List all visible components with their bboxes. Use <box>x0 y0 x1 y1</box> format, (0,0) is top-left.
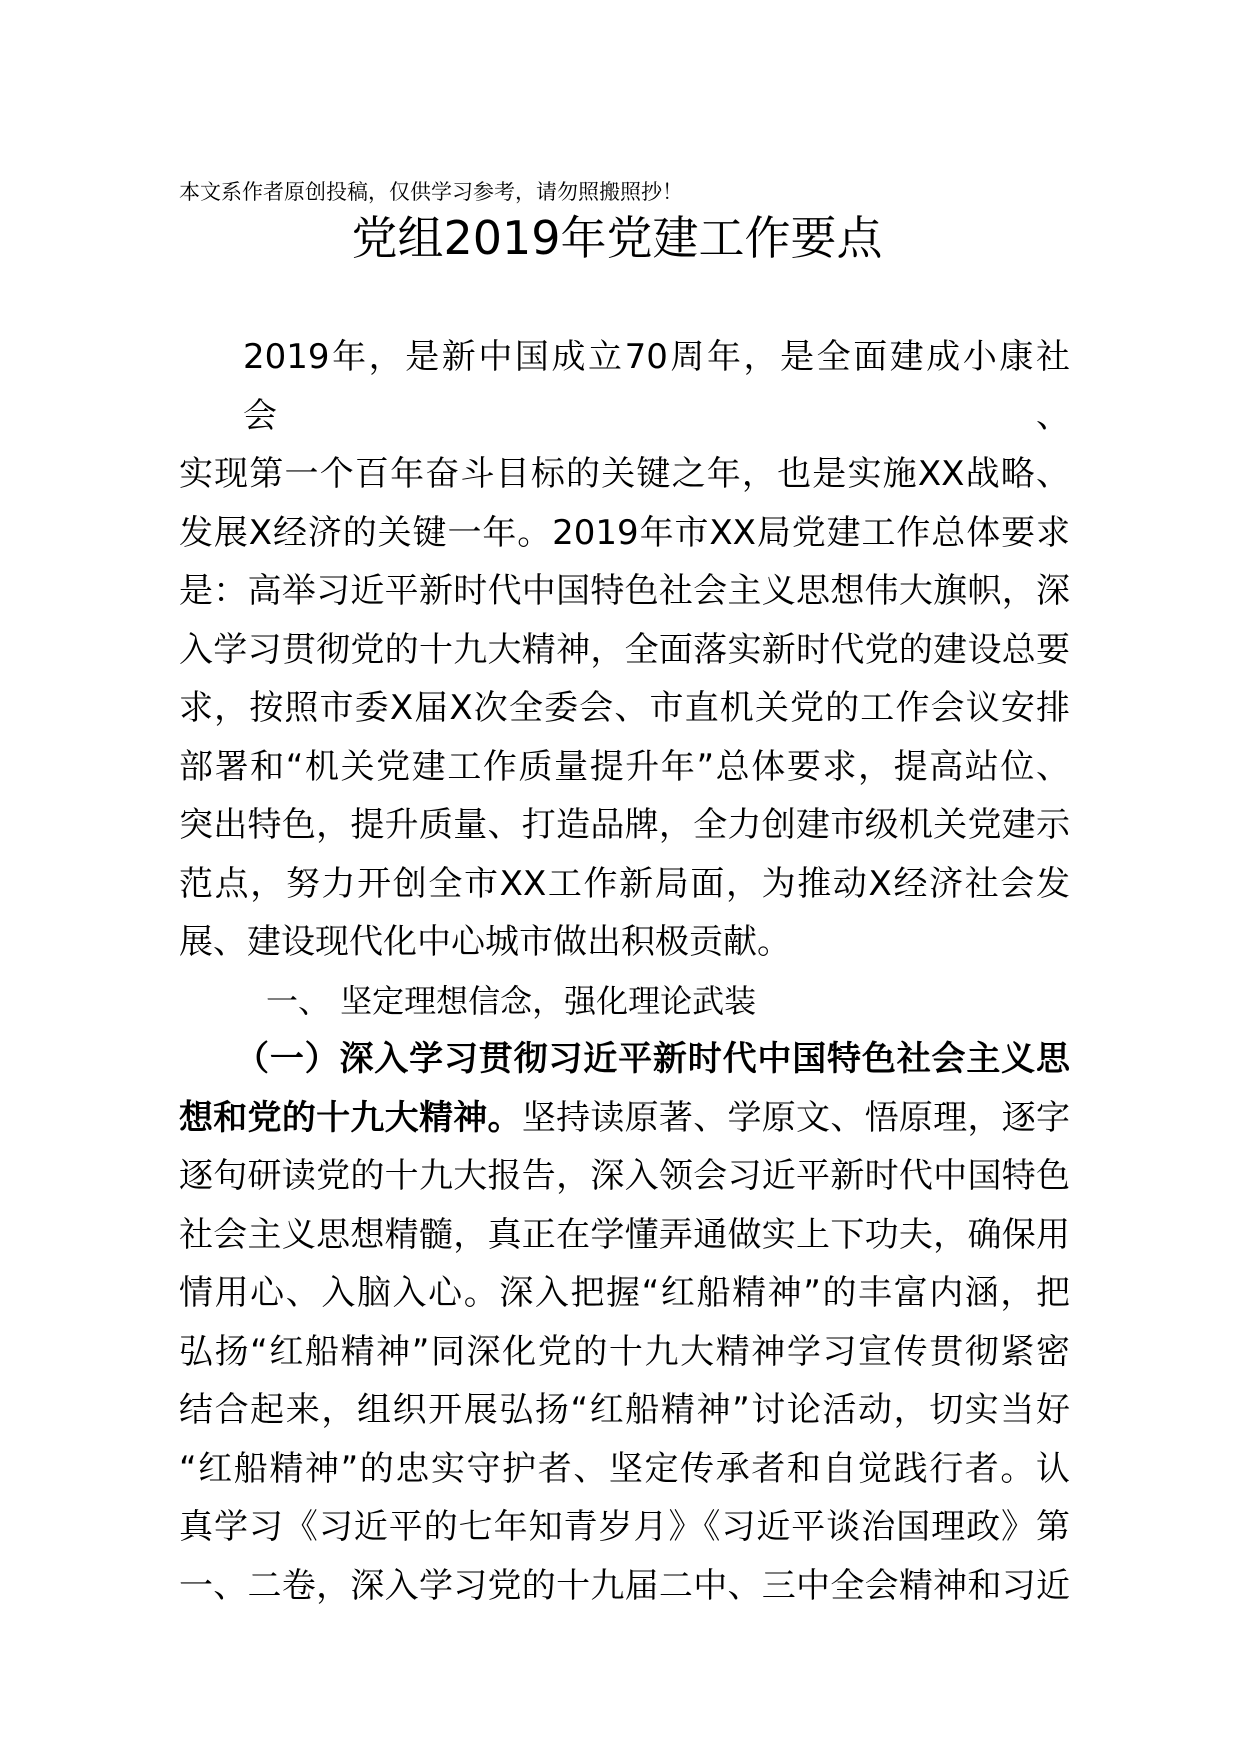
text-line: 真学习《习近平的七年知青岁月》《习近平谈治国理政》第 <box>179 1507 1070 1547</box>
text-line: 一、二卷，深入学习党的十九届二中、三中全会精神和习近 <box>179 1565 1070 1606</box>
text-line: 实现第一个百年奋斗目标的关键之年，也是实施XX战略、 <box>179 454 1070 494</box>
subheading-bold: （一）深入学习贯彻习近平新时代中国特色社会主义思 <box>235 1039 1070 1079</box>
text-line: 展、建设现代化中心城市做出积极贡献。 <box>179 922 791 962</box>
text-line: 结合起来，组织开展弘扬“红船精神”讨论活动，切实当好 <box>179 1390 1070 1430</box>
intro-paragraph <box>179 328 1070 972</box>
section-heading: 一、 坚定理想信念，强化理论武装 <box>266 981 757 1020</box>
text-line: 2019年，是新中国成立70周年，是全面建成小康社会、 <box>243 337 1070 436</box>
text-line: 入学习贯彻党的十九大精神，全面落实新时代党的建设总要 <box>179 629 1070 670</box>
text-line: 是：高举习近平新时代中国特色社会主义思想伟大旗帜，深 <box>179 571 1070 611</box>
copyright-note: 本文系作者原创投稿，仅供学习参考，请勿照搬照抄！ <box>179 180 683 204</box>
text-line: 范点，努力开创全市XX工作新局面，为推动X经济社会发 <box>179 863 1070 904</box>
text-line: “红船精神”的忠实守护者、坚定传承者和自觉践行者。认 <box>179 1448 1070 1489</box>
text-line: 情用心、入脑入心。深入把握“红船精神”的丰富内涵，把 <box>179 1273 1070 1313</box>
text-span: 坚持读原著、学原文、悟原理，逐字 <box>521 1097 1071 1138</box>
text-line: 突出特色，提升质量、打造品牌，全力创建市级机关党建示 <box>179 805 1070 845</box>
text-line: 弘扬“红船精神”同深化党的十九大精神学习宣传贯彻紧密 <box>179 1331 1070 1372</box>
document-title: 党组2019年党建工作要点 <box>351 211 883 265</box>
text-line <box>179 1089 1070 1148</box>
text-line: 求，按照市委X届X次全委会、市直机关党的工作会议安排 <box>179 688 1070 728</box>
text-line <box>179 1030 1070 1089</box>
document-body <box>179 328 1070 1615</box>
section-paragraph <box>179 1030 1070 1615</box>
text-line: 部署和“机关党建工作质量提升年”总体要求，提高站位、 <box>179 746 1070 787</box>
subheading-bold: 想和党的十九大精神。 <box>179 1097 522 1138</box>
text-line: 社会主义思想精髓，真正在学懂弄通做实上下功夫，确保用 <box>179 1214 1070 1255</box>
text-line: 逐句研读党的十九大报告，深入领会习近平新时代中国特色 <box>179 1156 1070 1196</box>
text-line: 发展X经济的关键一年。2019年市XX局党建工作总体要求 <box>179 512 1070 553</box>
